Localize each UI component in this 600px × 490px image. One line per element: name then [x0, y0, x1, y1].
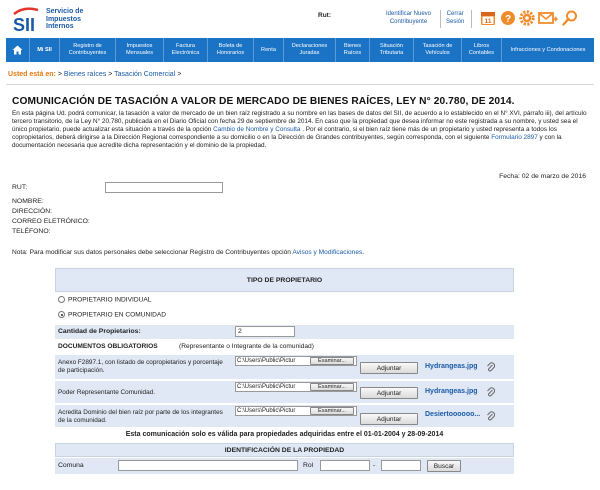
attach-button[interactable]: Adjuntar — [360, 387, 418, 399]
attached-file-name[interactable]: Desiertoooooo... — [425, 411, 481, 418]
browse-button[interactable]: Examinar... — [310, 357, 354, 365]
browse-button[interactable]: Examinar... — [310, 407, 354, 415]
file-path-input[interactable]: C:\Users\Public\Pictur Examinar... — [235, 382, 357, 392]
doc-row-anexo — [55, 355, 514, 381]
option-comunidad[interactable]: PROPIETARIO EN COMUNIDAD — [55, 311, 514, 321]
avisos-modificaciones-link[interactable]: Avisos y Modificaciones — [292, 249, 363, 256]
sii-logo-icon[interactable] — [10, 5, 42, 33]
rol-input-2[interactable] — [381, 460, 421, 471]
nombre-label: NOMBRE: — [12, 198, 44, 205]
breadcrumb-divider — [6, 84, 594, 85]
nav-factura-electronica[interactable]: Factura Electrónica — [164, 38, 208, 62]
nav-renta[interactable]: Renta — [254, 38, 284, 62]
comuna-label: Comuna — [58, 462, 84, 469]
nav-tasacion-vehiculos[interactable]: Tasación de Vehículos — [414, 38, 462, 62]
logo-text: Servicio de Impuestos Internos — [46, 8, 84, 30]
rut-label: RUT: — [12, 184, 28, 191]
svg-text:?: ? — [504, 14, 512, 25]
doc-row-dominio — [55, 405, 514, 429]
docs-header-row — [55, 342, 514, 354]
nav-declaraciones-juradas[interactable]: Declaraciones Juradas — [284, 38, 336, 62]
svg-text:11: 11 — [484, 18, 492, 25]
note-text: Nota: Para modificar sus datos personales debe seleccionar Registro de Contribuyentes opción Avisos y Modificaciones. — [12, 249, 365, 256]
radio-comunidad-selected[interactable] — [58, 311, 65, 318]
rol-separator: - — [373, 462, 376, 469]
breadcrumb-tasacion-comercial[interactable]: Tasación Comercial — [114, 71, 176, 78]
rut-input[interactable] — [105, 182, 223, 193]
cambio-nombre-link[interactable]: Cambio de Nombre y Consulta — [213, 125, 301, 133]
help-icon[interactable] — [500, 10, 516, 26]
cantidad-input[interactable]: 2 — [235, 326, 295, 337]
cantidad-label: Cantidad de Propietarios: — [58, 328, 141, 335]
doc-label: Poder Representante Comunidad. — [58, 389, 155, 396]
validity-note: Esta comunicación solo es válida para propiedades adquiridas entre el 01-01-2004 y 28-09-2014 — [125, 431, 444, 438]
rol-input-1[interactable] — [320, 460, 370, 471]
email-icon[interactable] — [538, 10, 558, 26]
telefono-label: TELÉFONO: — [12, 228, 51, 235]
breadcrumb: Usted está en: > Bienes raíces > Tasación Comercial > — [8, 71, 182, 78]
breadcrumb-bienes-raices[interactable]: Bienes raíces — [63, 71, 107, 78]
docs-subheader: (Representante o Integrante de la comunidad) — [179, 343, 314, 350]
attach-button[interactable]: Adjuntar — [360, 362, 418, 374]
file-path-input[interactable]: C:\Users\Public\Pictur Examinar... — [235, 406, 357, 416]
identify-new-contributor-link[interactable]: Identificar Nuevo Contribuyente — [386, 11, 432, 25]
home-icon — [12, 45, 23, 55]
paperclip-icon — [486, 411, 495, 421]
docs-header: DOCUMENTOS OBLIGATORIOS — [58, 343, 158, 350]
radio-individual[interactable] — [58, 296, 65, 303]
nav-boleta-honorarios[interactable]: Boleta de Honorarios — [208, 38, 254, 62]
browse-button[interactable]: Examinar... — [310, 383, 354, 391]
intro-paragraph: En esta página Ud. podrá comunicar, la tasación a valor de mercado de un bien raíz registrado a su nombre en las bases de datos del SII, de acuerdo a lo establecido en el N° XVI, párrafo iii), del artículo tercero transitorio, de la Ley N° 20.780, publicada en el Diario Oficial con fecha 29 de septiembre de 2014. En caso que la propiedad que desea informar no este registrada a su nombre, y usted sea el único propietario, puede actualizar esta situación a través de la opción Cambio de Nombre y Consulta . Por el contrario, si el bien raíz tiene más de un propietario y usted representa a todos los copropietarios, deberá dirigirse a la Dirección Regional correspondiente a su domicilio o en la Dirección de Grandes contribuyentes, según corresponda, con el siguiente Formulario 2897 y con la documentación necesaria que acredite dicha representación y el dominio de la propiedad. — [12, 110, 587, 149]
direccion-label: DIRECCIÓN: — [12, 208, 53, 215]
paperclip-icon — [486, 387, 495, 397]
file-path-input[interactable]: C:\Users\Public\Pictur Examinar... — [235, 356, 357, 366]
tipo-propietario-header: TIPO DE PROPIETARIO — [55, 268, 514, 292]
header-divider — [471, 10, 472, 28]
attach-button[interactable]: Adjuntar — [360, 413, 418, 425]
correo-label: CORREO ELETRÓNICO: — [12, 218, 90, 225]
site-header — [0, 0, 600, 38]
comuna-input[interactable] — [118, 460, 298, 471]
settings-gear-icon[interactable] — [519, 10, 535, 26]
calendar-icon[interactable] — [480, 10, 496, 26]
attached-file-name[interactable]: Hydrangeas.jpg — [425, 388, 478, 395]
doc-row-poder — [55, 381, 514, 405]
rol-label: Rol — [303, 462, 314, 469]
search-row — [55, 458, 514, 474]
buscar-button[interactable]: Buscar — [427, 460, 461, 472]
option-individual[interactable]: PROPIETARIO INDIVIDUAL — [55, 296, 514, 306]
logout-link[interactable]: Cerrar Sesión — [446, 11, 465, 25]
formulario-2897-link[interactable]: Formulario 2897 — [491, 133, 538, 141]
nav-home[interactable] — [6, 38, 30, 62]
tasacion-form — [55, 268, 514, 490]
date-label: Fecha: 02 de marzo de 2016 — [499, 173, 586, 180]
attached-file-name[interactable]: Hydrangeas.jpg — [425, 363, 478, 370]
identificacion-header: IDENTIFICACIÓN DE LA PROPIEDAD — [55, 443, 514, 457]
search-icon[interactable] — [562, 10, 578, 26]
nav-situacion-tributaria[interactable]: Situación Tributaria — [370, 38, 414, 62]
paperclip-icon — [486, 362, 495, 372]
nav-impuestos-mensuales[interactable]: Impuestos Mensuales — [116, 38, 164, 62]
nav-mi-sii[interactable]: Mi SII — [30, 38, 60, 62]
nav-bienes-raices[interactable]: Bienes Raíces — [336, 38, 370, 62]
nav-registro-contribuyentes[interactable]: Registro de Contribuyentes — [60, 38, 116, 62]
nav-infracciones-condonaciones[interactable]: Infracciones y Condonaciones — [510, 46, 586, 53]
header-rut-label: Rut: — [318, 12, 331, 19]
doc-label: Anexo F2897.1, con listado de copropietarios y porcentaje de participación. — [58, 359, 223, 374]
cantidad-row — [55, 325, 514, 339]
main-navigation — [6, 38, 594, 62]
doc-label: Acredita Dominio del bien raíz por parte de los integrantes de la comunidad. — [58, 409, 223, 424]
page-title: COMUNICACIÓN DE TASACIÓN A VALOR DE MERCADO DE BIENES RAÍCES, LEY N° 20.780, DE 2014. — [12, 96, 515, 107]
header-divider — [440, 10, 441, 28]
svg-text:SII: SII — [13, 15, 36, 33]
nav-libros-contables[interactable]: Libros Contables — [462, 38, 502, 62]
